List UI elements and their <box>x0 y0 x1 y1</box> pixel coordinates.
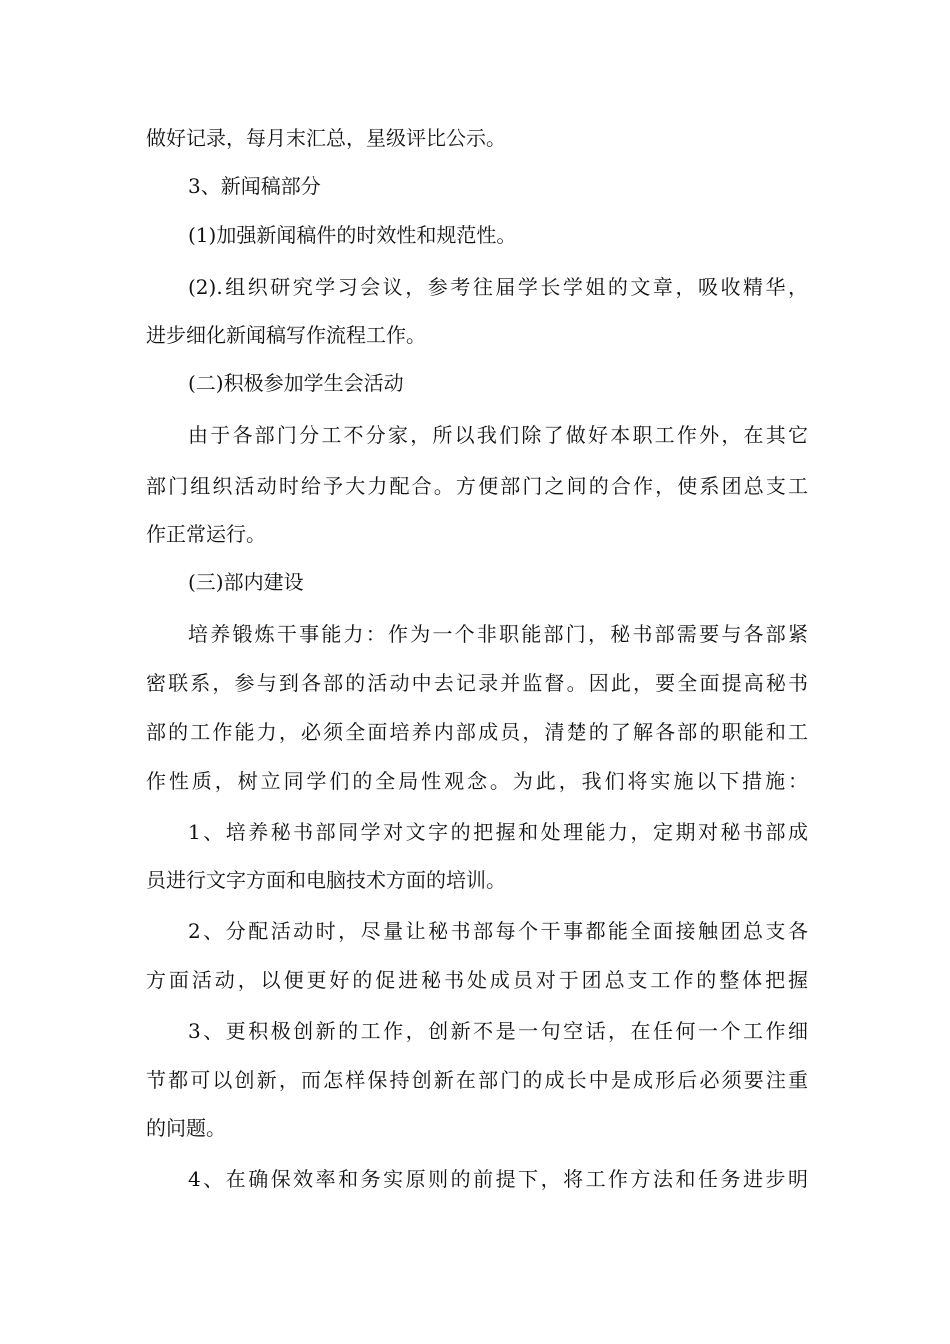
text-line: 由于各部门分工不分家，所以我们除了做好本职工作外，在其它 <box>188 423 808 447</box>
text-line: 密联系，参与到各部的活动中去记录并监督。因此，要全面提高秘书 <box>146 671 808 695</box>
text-line: 2、分配活动时，尽量让秘书部每个干事都能全面接触团总支各 <box>188 919 808 943</box>
text-line: 3、更积极创新的工作，创新不是一句空话，在任何一个工作细 <box>188 1019 808 1043</box>
section-heading: 3、新闻稿部分 <box>188 174 321 198</box>
text-line: 培养锻炼干事能力：作为一个非职能部门，秘书部需要与各部紧 <box>188 622 808 646</box>
text-line: (2).组织研究学习会议，参考往届学长学姐的文章，吸收精华， <box>188 275 808 299</box>
text-line: 做好记录，每月末汇总，星级评比公示。 <box>146 126 506 150</box>
text-line: 节都可以创新，而怎样保持创新在部门的成长中是成形后必须要注重 <box>146 1068 808 1092</box>
section-heading: (二)积极参加学生会活动 <box>188 371 404 395</box>
text-line: 的问题。 <box>146 1116 226 1140</box>
text-line: 员进行文字方面和电脑技术方面的培训。 <box>146 868 506 892</box>
text-line: 作性质，树立同学们的全局性观念。为此，我们将实施以下措施： <box>146 769 808 793</box>
text-line: 1、培养秘书部同学对文字的把握和处理能力，定期对秘书部成 <box>188 820 808 844</box>
text-line: (1)加强新闻稿件的时效性和规范性。 <box>188 223 517 247</box>
text-line: 4、在确保效率和务实原则的前提下，将工作方法和任务进步明 <box>188 1167 808 1191</box>
text-line: 进步细化新闻稿写作流程工作。 <box>146 323 426 347</box>
text-line: 部的工作能力，必须全面培养内部成员，清楚的了解各部的职能和工 <box>146 720 808 744</box>
text-line: 作正常运行。 <box>146 522 266 546</box>
text-line: 方面活动，以便更好的促进秘书处成员对于团总支工作的整体把握 <box>146 968 808 992</box>
text-line: 部门组织活动时给予大力配合。方便部门之间的合作，使系团总支工 <box>146 474 808 498</box>
section-heading: (三)部内建设 <box>188 570 304 594</box>
